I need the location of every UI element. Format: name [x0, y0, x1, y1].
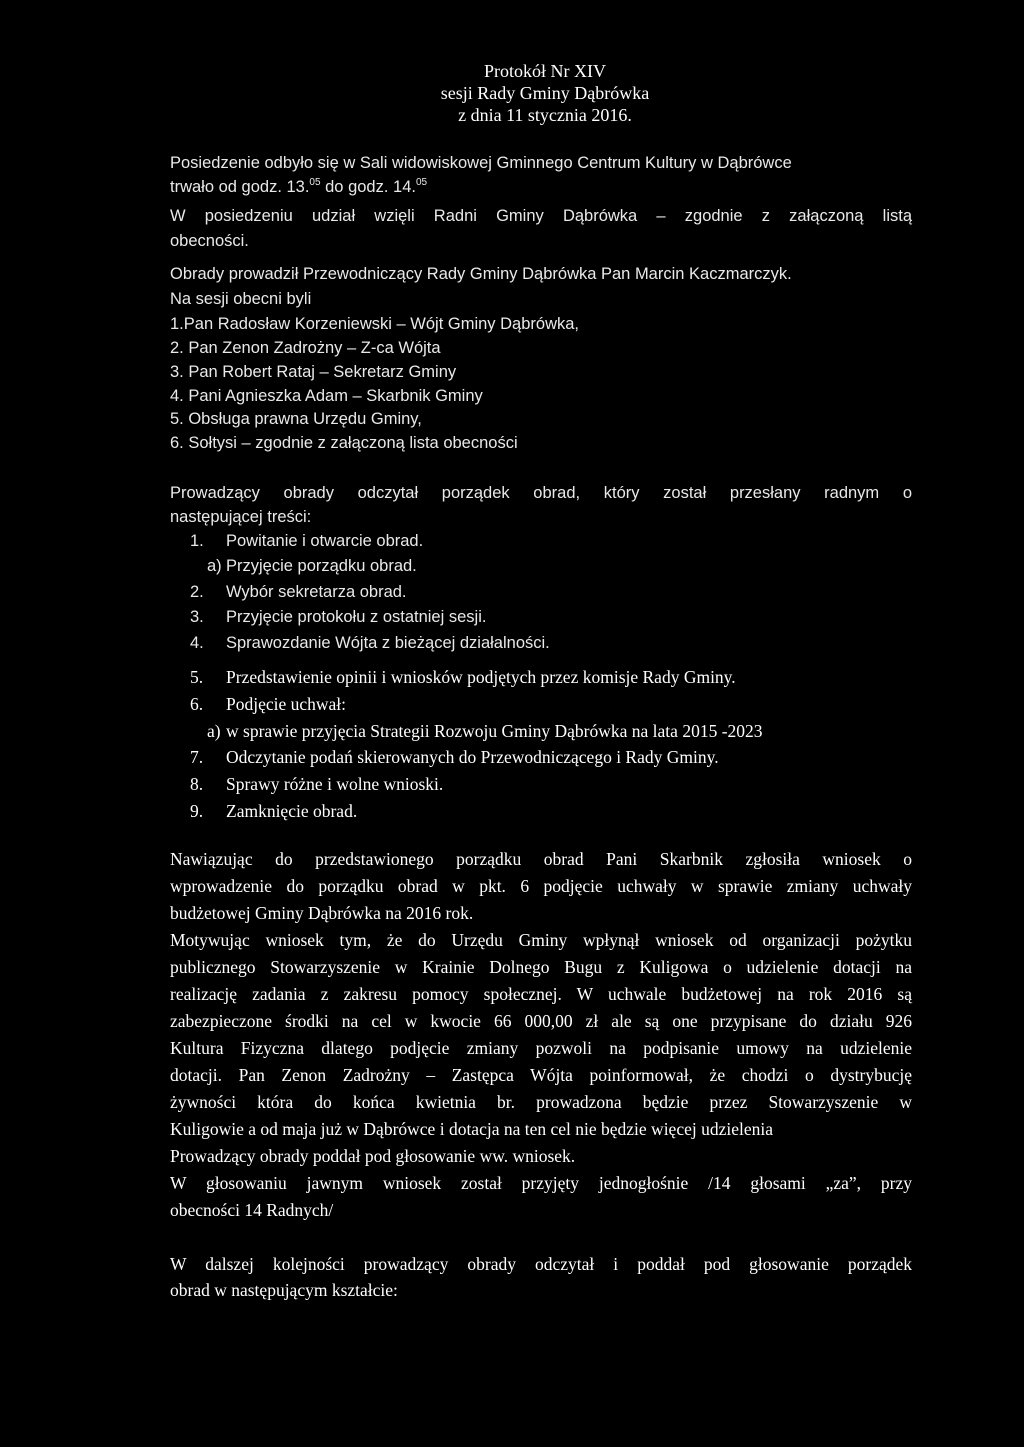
- paragraph-line: obrad w następującym kształcie:: [170, 1280, 398, 1300]
- agenda-item: Sprawozdanie Wójta z bieżącej działalności.: [226, 634, 550, 652]
- agenda-item: Zamknięcie obrad.: [226, 801, 358, 821]
- agenda-item: Przyjęcie protokołu z ostatniej sesji.: [226, 608, 487, 626]
- present-item: 5. Obsługa prawna Urzędu Gminy,: [170, 410, 422, 428]
- paragraph-line: realizację zadania z zakresu pomocy społecznej. W uchwale budżetowej na rok 2016 są: [170, 984, 912, 1004]
- agenda-item: w sprawie przyjęcia Strategii Rozwoju Gminy Dąbrówka na lata 2015 -2023: [226, 721, 763, 741]
- present-item: 1.Pan Radosław Korzeniewski – Wójt Gminy Dąbrówka,: [170, 315, 579, 333]
- agenda-number: 7.: [190, 747, 204, 767]
- paragraph-line: wprowadzenie do porządku obrad w pkt. 6 podjęcie uchwały w sprawie zmiany uchwały: [170, 876, 912, 896]
- agenda-item: Wybór sekretarza obrad.: [226, 583, 407, 601]
- paragraph-line: Kuligowie a od maja już w Dąbrówce i dotacja na ten cel nie będzie więcej udzielenia: [170, 1119, 773, 1139]
- intro-line-3: W posiedzeniu udział wzięli Radni Gminy Dąbrówka – zgodnie z załączoną listą: [170, 207, 912, 225]
- agenda-item: Powitanie i otwarcie obrad.: [226, 532, 424, 550]
- agenda-number: 5.: [190, 667, 204, 687]
- agenda-intro-line-1: Prowadzący obrady odczytał porządek obrad, który został przesłany radnym o: [170, 484, 912, 502]
- paragraph-line: Motywując wniosek tym, że do Urzędu Gminy wpłynął wniosek od organizacji pożytku: [170, 930, 912, 950]
- agenda-number: a): [207, 557, 222, 575]
- paragraph-line: zabezpieczone środki na cel w kwocie 66 000,00 zł ale są one przypisane do działu 926: [170, 1011, 912, 1031]
- paragraph-line: obecności 14 Radnych/: [170, 1200, 334, 1220]
- paragraph-line: W dalszej kolejności prowadzący obrady odczytał i poddał pod głosowanie porządek: [170, 1254, 912, 1274]
- agenda-item: Podjęcie uchwał:: [226, 694, 347, 714]
- agenda-intro-line-2: następującej treści:: [170, 508, 312, 526]
- intro-line-4: obecności.: [170, 232, 249, 250]
- paragraph-line: budżetowej Gminy Dąbrówka na 2016 rok.: [170, 903, 474, 923]
- agenda-number: a): [207, 721, 221, 741]
- paragraph-line: żywności która do końca kwietnia br. prowadzona będzie przez Stowarzyszenie w: [170, 1092, 912, 1112]
- intro-line-5: Obrady prowadził Przewodniczący Rady Gminy Dąbrówka Pan Marcin Kaczmarczyk.: [170, 265, 792, 283]
- agenda-item: Odczytanie podań skierowanych do Przewodniczącego i Rady Gminy.: [226, 747, 719, 767]
- document-title: Protokół Nr XIV: [484, 61, 606, 81]
- intro-line-1: Posiedzenie odbyło się w Sali widowiskowej Gminnego Centrum Kultury w Dąbrówce: [170, 154, 792, 172]
- paragraph-line: Kultura Fizyczna dlatego podjęcie zmiany pozwoli na podpisanie umowy na udzielenie: [170, 1038, 912, 1058]
- agenda-item: Przyjęcie porządku obrad.: [226, 557, 417, 575]
- document-date: z dnia 11 stycznia 2016.: [458, 105, 632, 125]
- paragraph-line: Prowadzący obrady poddał pod głosowanie ww. wniosek.: [170, 1146, 576, 1166]
- document-subtitle: sesji Rady Gminy Dąbrówka: [440, 83, 650, 103]
- paragraph-line: W głosowaniu jawnym wniosek został przyjęty jednogłośnie /14 głosami „za”, przy: [170, 1173, 912, 1193]
- agenda-item: Sprawy różne i wolne wnioski.: [226, 774, 444, 794]
- agenda-number: 3.: [190, 608, 204, 626]
- paragraph-line: publicznego Stowarzyszenie w Krainie Dolnego Bugu z Kuligowa o udzielenie dotacji na: [170, 957, 912, 977]
- agenda-number: 6.: [190, 694, 204, 714]
- agenda-item: Przedstawienie opinii i wniosków podjętych przez komisje Rady Gminy.: [226, 667, 736, 687]
- present-item: 4. Pani Agnieszka Adam – Skarbnik Gminy: [170, 387, 483, 405]
- agenda-number: 8.: [190, 774, 204, 794]
- agenda-number: 2.: [190, 583, 204, 601]
- agenda-number: 9.: [190, 801, 204, 821]
- intro-line-6: Na sesji obecni byli: [170, 290, 312, 308]
- agenda-number: 1.: [190, 532, 204, 550]
- agenda-number: 4.: [190, 634, 204, 652]
- intro-line-2: trwało od godz. 13.05 do godz. 14.05: [170, 177, 428, 196]
- paragraph-line: dotacji. Pan Zenon Zadrożny – Zastępca Wójta poinformował, że chodzi o dystrybucję: [170, 1065, 912, 1085]
- present-item: 6. Sołtysi – zgodnie z załączoną lista obecności: [170, 434, 518, 452]
- paragraph-line: Nawiązując do przedstawionego porządku obrad Pani Skarbnik zgłosiła wniosek o: [170, 849, 912, 869]
- present-item: 2. Pan Zenon Zadrożny – Z-ca Wójta: [170, 339, 441, 357]
- present-item: 3. Pan Robert Rataj – Sekretarz Gminy: [170, 363, 457, 381]
